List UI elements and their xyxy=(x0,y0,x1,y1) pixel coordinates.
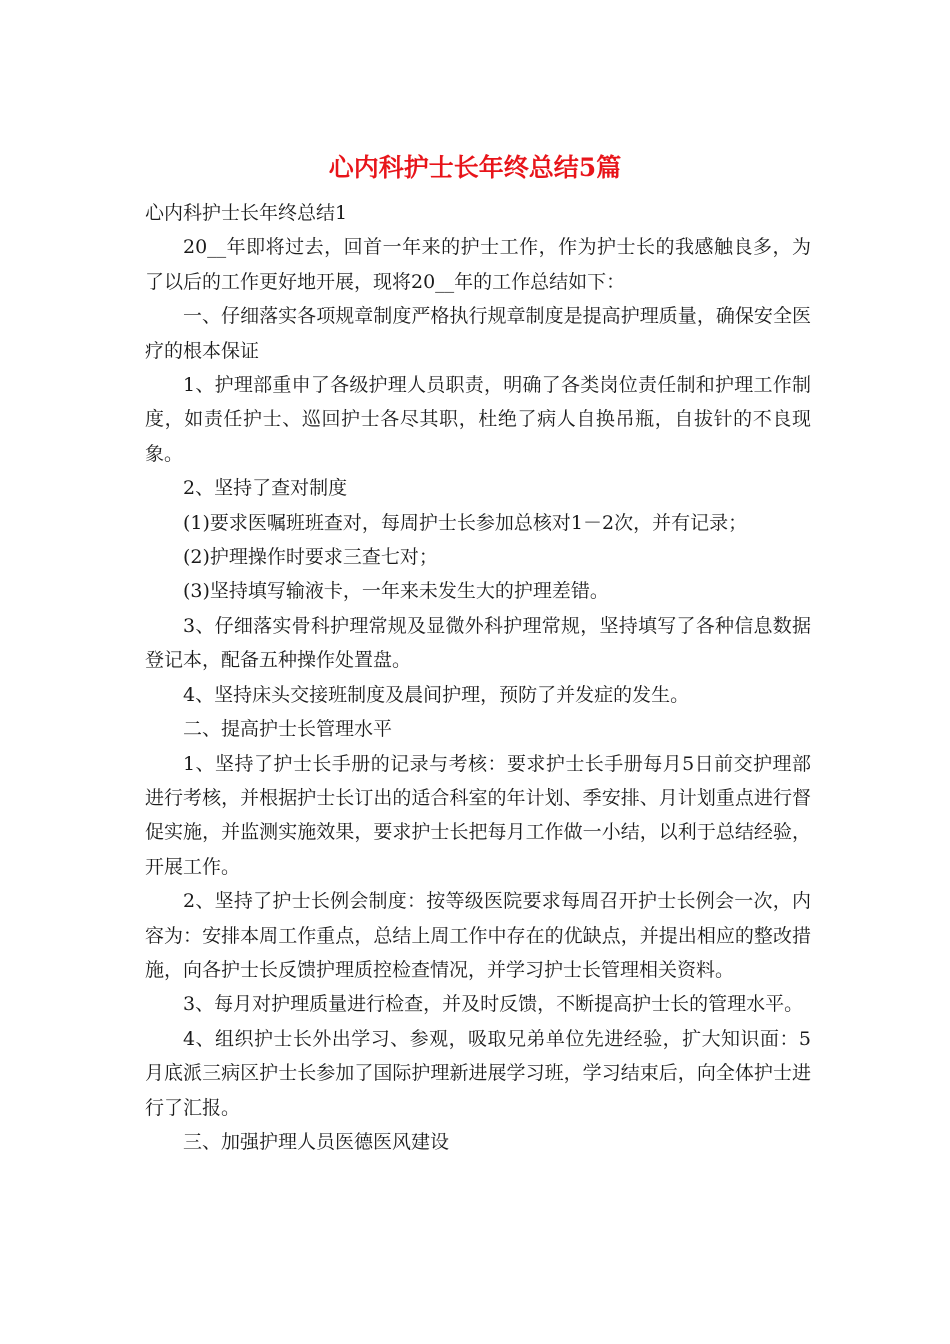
document-body xyxy=(145,196,811,1159)
paragraph: 一、仔细落实各项规章制度严格执行规章制度是提高护理质量，确保安全医疗的根本保证 xyxy=(145,305,811,362)
paragraph: 二、提高护士长管理水平 xyxy=(183,718,393,741)
paragraph: 4、组织护士长外出学习、参观，吸取兄弟单位先进经验，扩大知识面：5月底派三病区护士长参加了国际护理新进展学习班，学习结束后，向全体护士进行了汇报。 xyxy=(145,1027,811,1119)
section-heading: 心内科护士长年终总结1 xyxy=(145,202,348,224)
paragraph: 2、坚持了护士长例会制度：按等级医院要求每周召开护士长例会一次，内容为：安排本周工作重点，总结上周工作中存在的优缺点，并提出相应的整改措施，向各护士长反馈护理质控检查情况，并学习护士长管理相关资料。 xyxy=(145,890,811,981)
paragraph: 20__年即将过去，回首一年来的护士工作，作为护士长的我感触良多，为了以后的工作更好地开展，现将20__年的工作总结如下： xyxy=(145,236,811,293)
paragraph: 3、每月对护理质量进行检查，并及时反馈，不断提高护士长的管理水平。 xyxy=(183,993,804,1016)
paragraph: 2、坚持了查对制度 xyxy=(183,477,348,500)
paragraph: 3、仔细落实骨科护理常规及显微外科护理常规，坚持填写了各种信息数据登记本，配备五种操作处置盘。 xyxy=(145,614,811,672)
paragraph: 4、坚持床头交接班制度及晨间护理，预防了并发症的发生。 xyxy=(183,683,690,706)
paragraph: 三、加强护理人员医德医风建设 xyxy=(183,1130,450,1153)
paragraph: (3)坚持填写输液卡，一年来未发生大的护理差错。 xyxy=(183,580,609,603)
document-title: 心内科护士长年终总结5篇 xyxy=(328,153,622,182)
paragraph: 1、坚持了护士长手册的记录与考核：要求护士长手册每月5日前交护理部进行考核，并根据护士长订出的适合科室的年计划、季安排、月计划重点进行督促实施，并监测实施效果，要求护士长把每月工作做一小结，以利于总结经验，开展工作。 xyxy=(145,752,811,878)
paragraph: (2)护理操作时要求三查七对； xyxy=(183,546,438,569)
paragraph: (1)要求医嘱班班查对，每周护士长参加总核对1－2次，并有记录； xyxy=(183,511,748,534)
paragraph: 1、护理部重申了各级护理人员职责，明确了各类岗位责任制和护理工作制度，如责任护士、巡回护士各尽其职，杜绝了病人自换吊瓶，自拔针的不良现象。 xyxy=(145,374,811,465)
